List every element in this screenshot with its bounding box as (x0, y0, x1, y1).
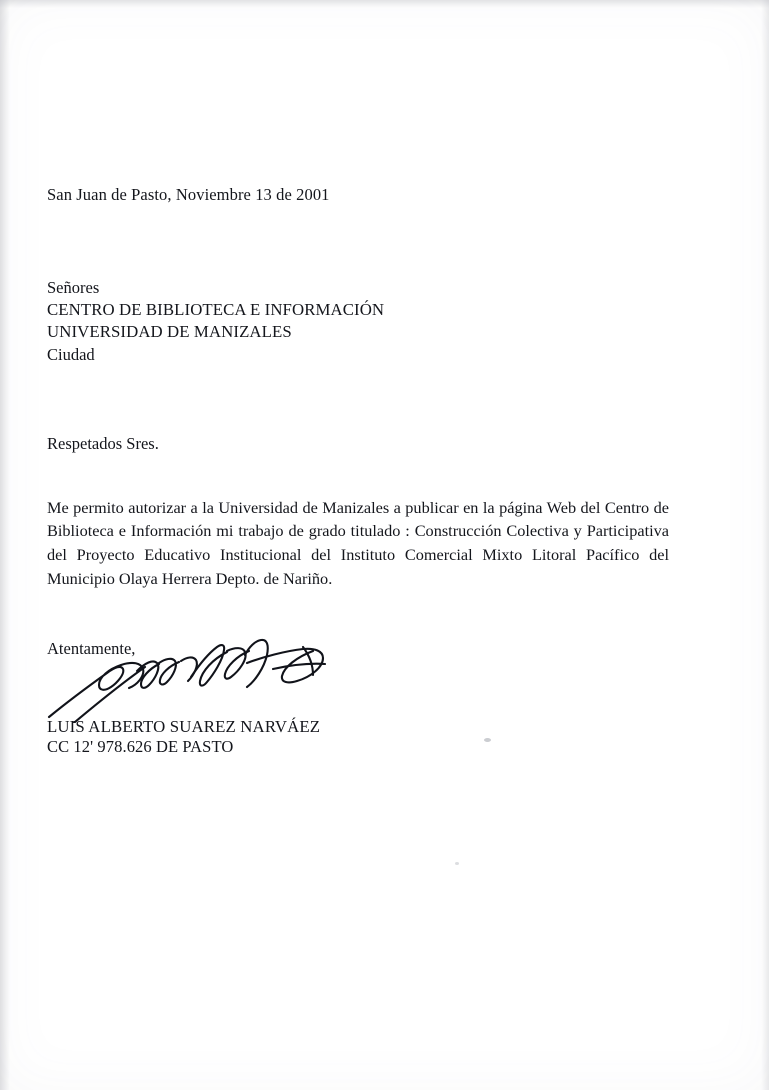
closing-line: Atentamente, (47, 639, 136, 659)
scan-edge-shadow-right (761, 0, 769, 1090)
addressee-greeting: Señores (47, 278, 100, 297)
body-paragraph: Me permito autorizar a la Universidad de Manizales a publicar en la página Web del Centro de Biblioteca e Información mi trabajo de grado titulado : Construcción Colectiva y Participativa del Proyecto Educativo Institucional del Instituto Comercial Mixto Litoral Pacífico del Municipio Olaya Herrera Depto. de Nariño. (47, 497, 669, 589)
scan-edge-shadow-left (0, 0, 10, 1090)
addressee-institution: UNIVERSIDAD DE MANIZALES (47, 322, 292, 342)
signer-id-number: CC 12' 978.626 DE PASTO (47, 737, 234, 757)
date-line: San Juan de Pasto, Noviembre 13 de 2001 (47, 185, 330, 204)
salutation: Respetados Sres. (47, 433, 159, 453)
scan-speck (484, 738, 491, 742)
signer-name: LUIS ALBERTO SUAREZ NARVÁEZ (47, 717, 321, 737)
scan-speck (455, 862, 459, 865)
letter-content (47, 185, 672, 757)
addressee-block (47, 277, 672, 366)
scan-edge-shadow-top (0, 0, 769, 8)
handwritten-signature-icon (41, 633, 371, 723)
addressee-organization: CENTRO DE BIBLIOTECA E INFORMACIÓN (47, 299, 385, 319)
signature-area (47, 659, 672, 717)
addressee-city: Ciudad (47, 344, 95, 364)
